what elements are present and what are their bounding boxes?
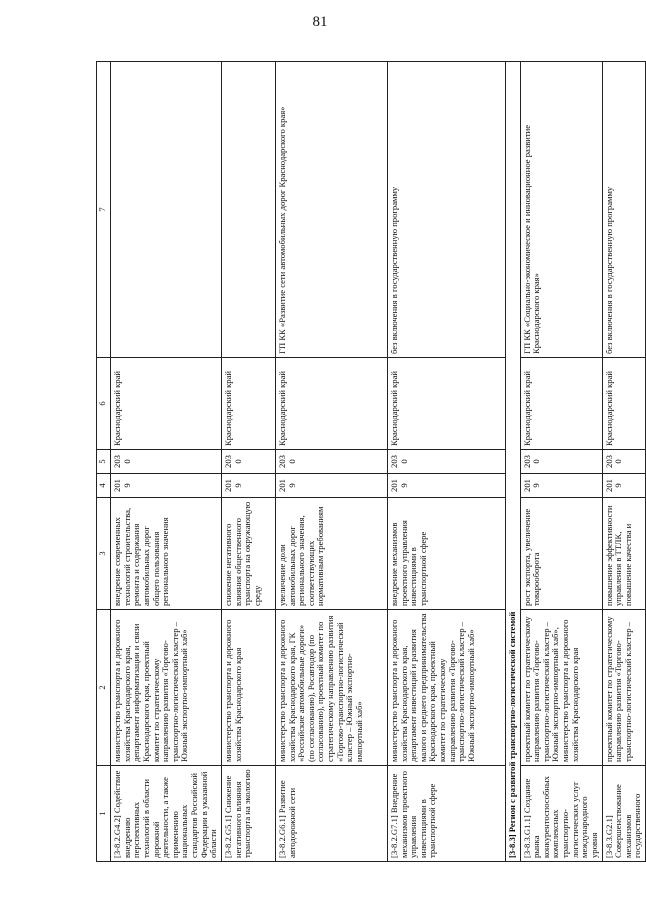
territory-cell: Краснодарский край xyxy=(520,358,602,450)
territory-cell: Краснодарский край xyxy=(275,358,387,450)
section-row xyxy=(505,62,520,862)
table-row xyxy=(387,62,505,862)
measure-code-cell: [3-8.2.G7.1] Внедрение механизмов проектного управления инвестициями в транспортной сфере xyxy=(387,766,505,862)
header-cell: 6 xyxy=(97,358,111,450)
end-year-cell: 2030 xyxy=(221,450,275,474)
end-year-cell: 2030 xyxy=(602,450,646,474)
executor-cell: министерство транспорта и дорожного хозяйства Краснодарского края, департамент инвестиций и развития малого и среднего предпринимательства Краснодарского края, проектный комитет по стратегическому направлению развития «Торгово-транспортно-логистический кластер – Южный экспортно-импортный хаб» xyxy=(387,610,505,766)
result-cell: увеличение доли автомобильных дорог регионального значения, соответствующих нормативным требованиям xyxy=(275,498,387,610)
program-cell: без включения в государственную программу xyxy=(602,62,646,358)
start-year-cell: 2019 xyxy=(387,474,505,498)
header-cell: 4 xyxy=(97,474,111,498)
executor-cell: министерство транспорта и дорожного хозяйства Краснодарского края xyxy=(221,610,275,766)
result-cell: повышение эффективности управления в ТТЛК, повышение качества и xyxy=(602,498,646,610)
header-cell: 3 xyxy=(97,498,111,610)
section-title: [3-8.3] Регион с развитой транспортно-логистической системой xyxy=(505,62,520,862)
program-cell: ГП КК «Развитие сети автомобильных дорог Краснодарского края» xyxy=(275,62,387,358)
end-year-cell: 2030 xyxy=(387,450,505,474)
rotated-table-container xyxy=(96,62,643,862)
start-year-cell: 2019 xyxy=(602,474,646,498)
program-cell xyxy=(221,62,275,358)
result-cell: снижение негативного влияния общественного транспорта на окружающую среду xyxy=(221,498,275,610)
territory-cell: Краснодарский край xyxy=(602,358,646,450)
territory-cell: Краснодарский край xyxy=(221,358,275,450)
start-year-cell: 2019 xyxy=(111,474,222,498)
measures-table xyxy=(96,61,646,862)
result-cell: внедрение современных технологий строительства, ремонта и содержания автомобильных дорог общего пользования регионального значения xyxy=(111,498,222,610)
territory-cell: Краснодарский край xyxy=(111,358,222,450)
start-year-cell: 2019 xyxy=(221,474,275,498)
start-year-cell: 2019 xyxy=(275,474,387,498)
program-cell: ГП КК «Социально-экономическое и инновационное развитие Краснодарского края» xyxy=(520,62,602,358)
executor-cell: проектный комитет по стратегическому направлению развития «Торгово-транспортно-логистический кластер – Южный экспортно-импортный хаб», министерство транспорта и дорожного хозяйства Краснодарского края xyxy=(520,610,602,766)
result-cell: внедрение механизмов проектного управления инвестициями в транспортной сфере xyxy=(387,498,505,610)
header-row xyxy=(97,62,111,862)
header-cell: 1 xyxy=(97,766,111,862)
table-row xyxy=(520,62,602,862)
end-year-cell: 2030 xyxy=(111,450,222,474)
measure-code-cell: [3-8.3.G1.1] Создание рынка конкурентоспособных комплексных транспортно-логистических услуг международного уровня xyxy=(520,766,602,862)
start-year-cell: 2019 xyxy=(520,474,602,498)
executor-cell: министерство транспорта и дорожного хозяйства Краснодарского края, департамент информатизации и связи Краснодарского края, проектный комитет по стратегическому направлению развития «Торгово-транспортно-логистический кластер – Южный экспортно-импортный хаб» xyxy=(111,610,222,766)
measure-code-cell: [3-8.2.G5.1] Снижение негативного влияния транспорта на экологию xyxy=(221,766,275,862)
program-cell: без включения в государственную программу xyxy=(387,62,505,358)
measure-code-cell: [3-8.3.G2.1] Совершенствование механизмов государственного xyxy=(602,766,646,862)
end-year-cell: 2030 xyxy=(275,450,387,474)
measure-code-cell: [3-8.2.G4.2] Содействие внедрению перспективных технологий в области дорожной деятельности, а также применению национальных стандартов Российской Федерации в указанной области xyxy=(111,766,222,862)
rotated-table-area xyxy=(96,62,643,862)
table-row xyxy=(275,62,387,862)
table-row xyxy=(221,62,275,862)
result-cell: рост экспорта, увеличение товарооборота xyxy=(520,498,602,610)
territory-cell: Краснодарский край xyxy=(387,358,505,450)
executor-cell: проектный комитет по стратегическому направлению развития «Торгово-транспортно-логистический кластер – xyxy=(602,610,646,766)
header-cell: 5 xyxy=(97,450,111,474)
page-number: 81 xyxy=(312,14,328,30)
measure-code-cell: [3-8.2.G6.1] Развитие автодорожной сети xyxy=(275,766,387,862)
table-row xyxy=(602,62,646,862)
header-cell: 7 xyxy=(97,62,111,358)
program-cell xyxy=(111,62,222,358)
executor-cell: министерство транспорта и дорожного хозяйства Краснодарского края, ГК «Российские автомобильные дороги» (по согласованию), Росавтодор (по согласованию), проектный комитет по стратегическому направлению развития «Торгово-транспортно-логистический кластер – Южный экспортно-импортный хаб» xyxy=(275,610,387,766)
header-cell: 2 xyxy=(97,610,111,766)
table-row xyxy=(111,62,222,862)
end-year-cell: 2030 xyxy=(520,450,602,474)
